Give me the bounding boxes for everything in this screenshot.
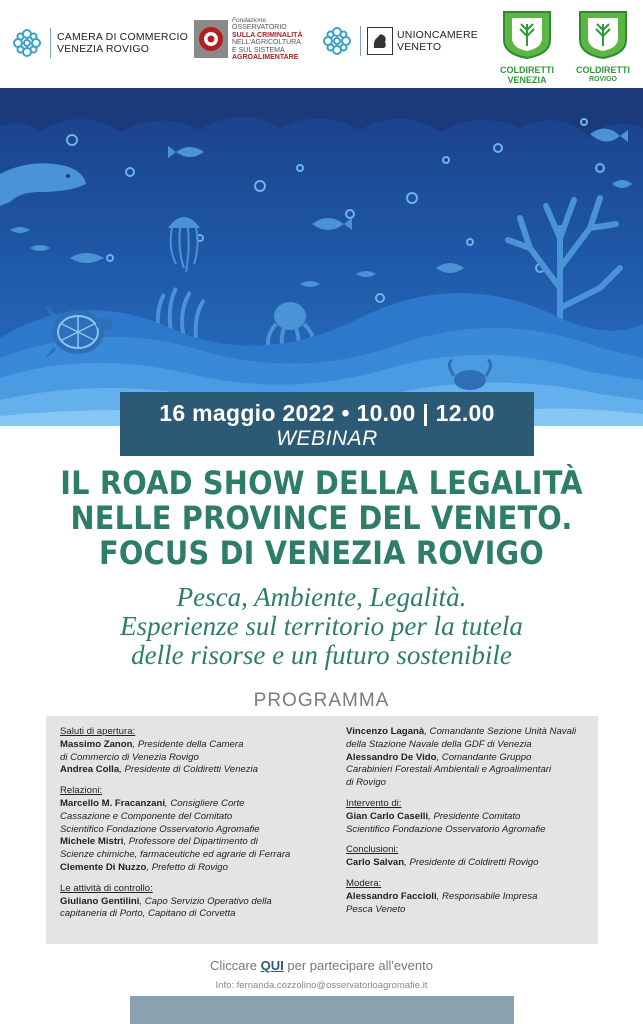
program-section <box>60 883 322 921</box>
coldiretti-rovigo-logo <box>576 10 630 82</box>
speaker-entry <box>60 739 322 765</box>
speaker-role: , Responsabile Impresa <box>436 890 538 902</box>
subtitle-line: Esperienze sul territorio per la tutela <box>120 611 523 641</box>
coldiretti-venezia-sub: VENEZIA <box>507 75 547 85</box>
speaker-role: , Presidente della Camera <box>132 738 244 750</box>
program-section <box>346 844 596 870</box>
speaker-entry <box>346 726 596 752</box>
subtitle-line: Pesca, Ambiente, Legalità. <box>176 582 467 612</box>
speaker-role: di Rovigo <box>346 777 386 789</box>
program-section-title: Le attività di controllo: <box>60 882 153 894</box>
speaker-role: Scientifico Fondazione Osservatorio Agromafie <box>346 823 546 835</box>
coldiretti-badge-icon <box>500 10 554 60</box>
speaker-name: Carlo Salvan <box>346 857 405 869</box>
sea-scene <box>0 88 643 426</box>
program-section <box>60 726 322 777</box>
speaker-entry <box>60 764 322 777</box>
speaker-role: , Presidente Comitato <box>428 810 521 822</box>
program-right-column <box>346 726 596 924</box>
cta-text-after: per partecipare all'evento <box>283 958 433 973</box>
osservatorio-emblem-icon <box>194 16 228 62</box>
speaker-role: Scienze chimiche, farmaceutiche ed agrarie di Ferrara <box>60 849 291 861</box>
speaker-role: , Presidente di Coldiretti Venezia <box>119 764 259 776</box>
speaker-role: , Comandante Gruppo <box>436 751 532 763</box>
osservatorio-line5: AGROALIMENTARE <box>232 54 299 61</box>
logo-separator <box>360 26 361 56</box>
coldiretti-badge-icon <box>576 10 630 60</box>
speaker-role: , Consigliere Corte <box>165 797 245 809</box>
speaker-entry <box>346 891 596 917</box>
camera-logo-line1: CAMERA DI COMMERCIO <box>57 31 188 43</box>
program-section-title: Saluti di apertura: <box>60 726 136 737</box>
speaker-role: capitaneria di Porto, Capitano di Corvetta <box>60 908 236 920</box>
program-section-title: Intervento di: <box>346 797 402 809</box>
speaker-role: , Prefetto di Rovigo <box>146 861 228 873</box>
coldiretti-rovigo-name: COLDIRETTI <box>576 65 630 75</box>
speaker-entry <box>60 896 322 922</box>
participation-cta <box>0 958 643 973</box>
flower-emblem-icon <box>320 26 354 56</box>
speaker-role: Pesca Veneto <box>346 903 406 915</box>
coldiretti-venezia-name: COLDIRETTI <box>500 65 554 75</box>
speaker-role: , Presidente di Coldiretti Rovigo <box>404 857 539 869</box>
speaker-name: Michele Mistri <box>60 836 124 848</box>
logo-separator <box>50 28 51 58</box>
osservatorio-line4: E SUL SISTEMA <box>232 46 285 54</box>
logo-header <box>0 0 643 88</box>
event-subtitle <box>0 583 643 670</box>
speaker-name: Alessandro De Vido <box>346 751 437 763</box>
coldiretti-venezia-logo <box>500 10 554 85</box>
speaker-entry <box>346 752 596 790</box>
title-line: NELLE PROVINCE DEL VENETO. <box>70 499 573 537</box>
speaker-entry <box>60 798 322 836</box>
event-title <box>32 466 611 571</box>
speaker-role: Scientifico Fondazione Osservatorio Agromafie <box>60 823 260 835</box>
event-date-time: 16 maggio 2022 • 10.00 | 12.00 <box>159 400 495 426</box>
underwater-illustration <box>0 88 643 426</box>
speaker-role: , Capo Servizio Operativo della <box>139 895 272 907</box>
camera-logo-line2: VENEZIA ROVIGO <box>57 43 150 55</box>
coldiretti-rovigo-sub: ROVIGO <box>588 76 617 83</box>
unioncamere-logo <box>320 26 478 56</box>
speaker-name: Vincenzo Laganà <box>346 726 425 737</box>
unioncamere-line1: UNIONCAMERE <box>397 29 478 41</box>
program-section <box>346 878 596 916</box>
program-heading: PROGRAMMA <box>253 690 390 711</box>
camera-di-commercio-logo <box>10 28 188 58</box>
speaker-name: Giuliano Gentilini <box>60 895 140 907</box>
speaker-name: Alessandro Faccioli <box>346 890 437 902</box>
osservatorio-pre: Fondazione <box>232 16 266 24</box>
program-section-title: Conclusioni: <box>346 844 399 856</box>
speaker-role: Carabinieri Forestali Ambientali e Agroalimentari <box>346 764 552 776</box>
program-section-title: Modera: <box>346 877 382 889</box>
flower-emblem-icon <box>10 28 44 58</box>
program-section <box>346 726 596 790</box>
speaker-role: , Comandante Sezione Unità Navali <box>424 726 577 737</box>
program-section-title: Relazioni: <box>60 785 103 797</box>
camera-logo-text <box>57 31 188 55</box>
speaker-role: della Stazione Navale della GDF di Venezia <box>346 738 532 750</box>
speaker-role: Cassazione e Componente del Comitato <box>60 810 233 822</box>
unioncamere-logo-text <box>397 29 478 53</box>
speaker-name: Gian Carlo Caselli <box>346 810 429 822</box>
program-section <box>60 785 322 875</box>
bottom-bar <box>130 996 514 1024</box>
speaker-name: Marcello M. Fracanzani <box>60 797 166 809</box>
speaker-entry <box>346 811 596 837</box>
speaker-entry <box>60 862 322 875</box>
cta-text-before: Cliccare <box>210 958 261 973</box>
speaker-entry <box>60 836 322 862</box>
speaker-name: Massimo Zanon <box>60 738 133 750</box>
program-left-column <box>60 726 322 929</box>
date-banner <box>120 392 534 456</box>
unioncamere-line2: VENETO <box>397 41 442 53</box>
speaker-name: Andrea Colla <box>60 764 120 776</box>
subtitle-line: delle risorse e un futuro sostenibile <box>131 640 512 670</box>
speaker-role: , Professore del Dipartimento di <box>123 836 258 848</box>
title-line: FOCUS DI VENEZIA ROVIGO <box>99 534 544 572</box>
speaker-name: Clemente Di Nuzzo <box>60 861 147 873</box>
lion-seal-icon <box>367 27 393 55</box>
osservatorio-line3: NELL'AGRICOLTURA <box>232 39 301 46</box>
title-line: IL ROAD SHOW DELLA LEGALITÀ <box>60 464 583 502</box>
program-box <box>46 716 598 944</box>
qui-link[interactable]: QUI <box>260 958 284 973</box>
program-section <box>346 798 596 836</box>
speaker-entry <box>346 857 596 870</box>
osservatorio-line1: OSSERVATORIO <box>232 24 287 31</box>
event-format: WEBINAR <box>276 427 378 450</box>
info-email[interactable]: Info: fernanda.cozzolino@osservatorioagromafie.it <box>215 980 428 991</box>
speaker-role: di Commercio di Venezia Rovigo <box>60 751 199 763</box>
osservatorio-line2: SULLA CRIMINALITÀ <box>232 31 303 39</box>
